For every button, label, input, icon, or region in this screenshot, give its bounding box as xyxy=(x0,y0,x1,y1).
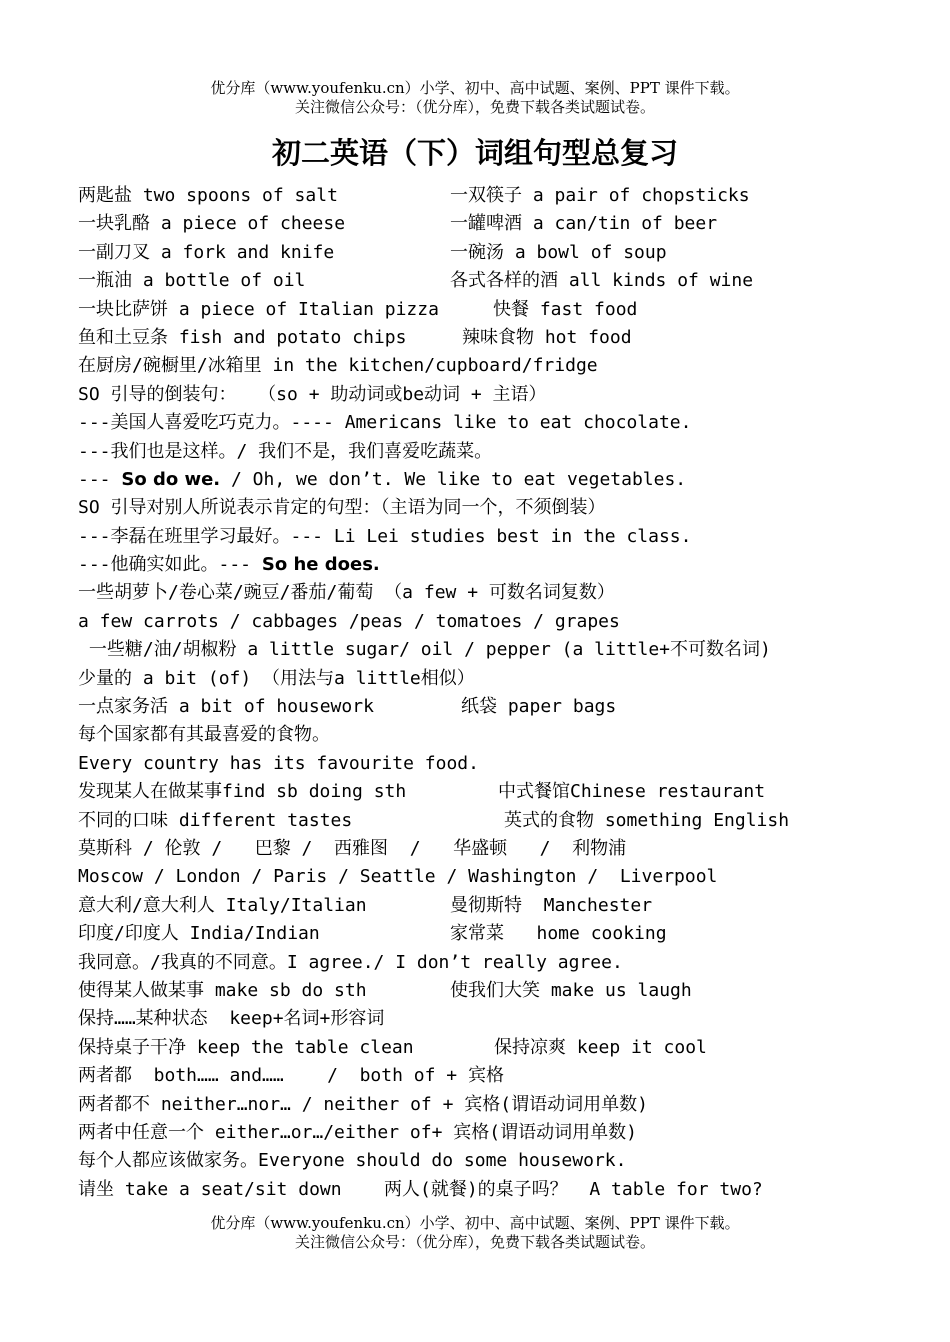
vocab-line xyxy=(78,1176,928,1204)
line-text: 请坐 take a seat/sit down xyxy=(78,1178,342,1200)
line-text: 保持桌子干净 keep the table clean xyxy=(78,1036,414,1058)
vocab-line xyxy=(78,608,928,636)
line-text: 印度/印度人 India/Indian xyxy=(78,923,320,945)
line-text: 莫斯科 / 伦敦 / 巴黎 / 西雅图 / 华盛顿 / 利物浦 xyxy=(78,837,627,859)
vocab-line xyxy=(78,182,928,210)
page-footer xyxy=(0,1214,950,1252)
line-text-col2: 一双筷子 a pair of chopsticks xyxy=(450,185,750,206)
line-text: --- xyxy=(78,468,122,490)
line-text: 一点家务活 a bit of housework xyxy=(78,696,374,718)
vocab-line xyxy=(78,267,928,295)
line-text: 一副刀叉 a fork and knife xyxy=(78,241,335,263)
vocab-line xyxy=(78,1091,928,1119)
vocab-line xyxy=(78,494,928,522)
vocab-line xyxy=(78,693,928,721)
vocab-line xyxy=(78,750,928,778)
page-header xyxy=(0,79,950,117)
line-text: ---美国人喜爱吃巧克力。---- Americans like to eat chocolate. xyxy=(78,412,692,434)
line-text: 两者都不 neither…nor… / neither of + 宾格(谓语动词用单数) xyxy=(78,1093,648,1115)
vocab-line xyxy=(78,892,928,920)
vocab-line xyxy=(78,1119,928,1147)
line-text: 发现某人在做某事find sb doing sth xyxy=(78,781,407,803)
line-text: ---他确实如此。--- xyxy=(78,554,262,576)
vocab-line xyxy=(78,636,928,664)
vocab-line xyxy=(78,579,928,607)
line-text-col2: 一碗汤 a bowl of soup xyxy=(450,241,667,263)
vocab-line xyxy=(78,523,928,551)
line-text: 两者都 both…… and…… / both of + 宾格 xyxy=(78,1065,504,1087)
answer-text: So he does. xyxy=(261,554,380,576)
vocab-line xyxy=(78,296,928,324)
line-text: a few carrots / cabbages /peas / tomatoes / grapes xyxy=(78,610,620,632)
vocab-line xyxy=(78,977,928,1005)
vocab-line xyxy=(78,721,928,749)
line-text-col2: 纸袋 paper bags xyxy=(461,696,617,718)
line-text: ---我们也是这样。/ 我们不是，我们喜爱吃蔬菜。 xyxy=(78,440,493,462)
vocab-line xyxy=(78,466,928,494)
header-line-1: 优分库（www.youfenku.cn）小学、初中、高中试题、案例、PPT 课件下载。 xyxy=(210,79,740,97)
vocab-line xyxy=(78,352,928,380)
line-text: 一瓶油 a bottle of oil xyxy=(78,270,306,292)
vocab-line xyxy=(78,778,928,806)
line-text-col2: 辣味食物 hot food xyxy=(462,326,632,348)
vocabulary-list xyxy=(78,182,928,1204)
line-text: 一块比萨饼 a piece of Italian pizza xyxy=(78,298,439,320)
line-text: SO 引导对别人所说表示肯定的句型：（主语为同一个，不须倒装） xyxy=(78,497,606,519)
vocab-line xyxy=(78,1062,928,1090)
line-text-col2: 保持凉爽 keep it cool xyxy=(494,1036,707,1058)
line-text: Every country has its favourite food. xyxy=(78,752,479,774)
footer-line-1: 优分库（www.youfenku.cn）小学、初中、高中试题、案例、PPT 课件下载。 xyxy=(210,1214,740,1232)
line-text-col2: 快餐 fast food xyxy=(493,298,638,320)
line-text-rest: / Oh, we don’t. We like to eat vegetables. xyxy=(220,468,687,490)
line-text-col2: 中式餐馆Chinese restaurant xyxy=(498,781,766,803)
vocab-line xyxy=(78,920,928,948)
vocab-line xyxy=(78,1034,928,1062)
line-text-col2: 两人(就餐)的桌子吗？ A table for two? xyxy=(384,1178,763,1200)
vocab-line xyxy=(78,807,928,835)
footer-line-2: 关注微信公众号：（优分库），免费下载各类试题试卷。 xyxy=(294,1233,655,1251)
line-text: 一块乳酪 a piece of cheese xyxy=(78,213,346,235)
vocab-line xyxy=(78,1005,928,1033)
line-text: 在厨房/碗橱里/冰箱里 in the kitchen/cupboard/fridge xyxy=(78,355,598,377)
line-text: 一些糖/油/胡椒粉 a little sugar/ oil / pepper (a little+不可数名词) xyxy=(78,639,771,661)
line-text-col2: 一罐啤酒 a can/tin of beer xyxy=(450,213,718,235)
answer-text: So do we. xyxy=(121,468,221,490)
vocab-line xyxy=(78,665,928,693)
line-text: 每个人都应该做家务。Everyone should do some housework. xyxy=(78,1150,627,1172)
line-text: 两者中任意一个 either…or…/either of+ 宾格(谓语动词用单数) xyxy=(78,1121,637,1143)
vocab-line xyxy=(78,239,928,267)
line-text-col2: 家常菜 home cooking xyxy=(450,923,667,945)
line-text-col2: 英式的食物 something English xyxy=(504,809,790,831)
line-text: Moscow / London / Paris / Seattle / Washington / Liverpool xyxy=(78,866,718,888)
header-line-2: 关注微信公众号：（优分库），免费下载各类试题试卷。 xyxy=(294,98,655,116)
line-text: 不同的口味 different tastes xyxy=(78,809,353,831)
vocab-line xyxy=(78,324,928,352)
vocab-line xyxy=(78,863,928,891)
line-text: 意大利/意大利人 Italy/Italian xyxy=(78,894,367,916)
line-text-col2: 各式各样的酒 all kinds of wine xyxy=(450,270,754,292)
vocab-line xyxy=(78,1147,928,1175)
line-text: 两匙盐 two spoons of salt xyxy=(78,185,338,206)
line-text: SO 引导的倒装句： （so + 助动词或be动词 + 主语） xyxy=(78,383,547,405)
vocab-line xyxy=(78,438,928,466)
vocab-line xyxy=(78,949,928,977)
line-text: 一些胡萝卜/卷心菜/豌豆/番茄/葡萄 （a few + 可数名词复数） xyxy=(78,582,615,604)
vocab-line xyxy=(78,381,928,409)
line-text-col2: 使我们大笑 make us laugh xyxy=(450,979,692,1001)
line-text: 鱼和土豆条 fish and potato chips xyxy=(78,326,407,348)
line-text: 少量的 a bit (of) （用法与a little相似） xyxy=(78,667,475,689)
line-text: 使得某人做某事 make sb do sth xyxy=(78,979,367,1001)
line-text-col2: 曼彻斯特 Manchester xyxy=(450,894,653,916)
vocab-line xyxy=(78,835,928,863)
vocab-line xyxy=(78,409,928,437)
line-text: 保持……某种状态 keep+名词+形容词 xyxy=(78,1008,385,1030)
line-text: 我同意。/我真的不同意。I agree./ I don’t really agree. xyxy=(78,951,623,973)
line-text: 每个国家都有其最喜爱的食物。 xyxy=(78,724,330,746)
page-title: 初二英语（下）词组句型总复习 xyxy=(271,136,678,170)
line-text: ---李磊在班里学习最好。--- Li Lei studies best in the class. xyxy=(78,525,692,547)
vocab-line xyxy=(78,210,928,238)
vocab-line xyxy=(78,551,928,579)
